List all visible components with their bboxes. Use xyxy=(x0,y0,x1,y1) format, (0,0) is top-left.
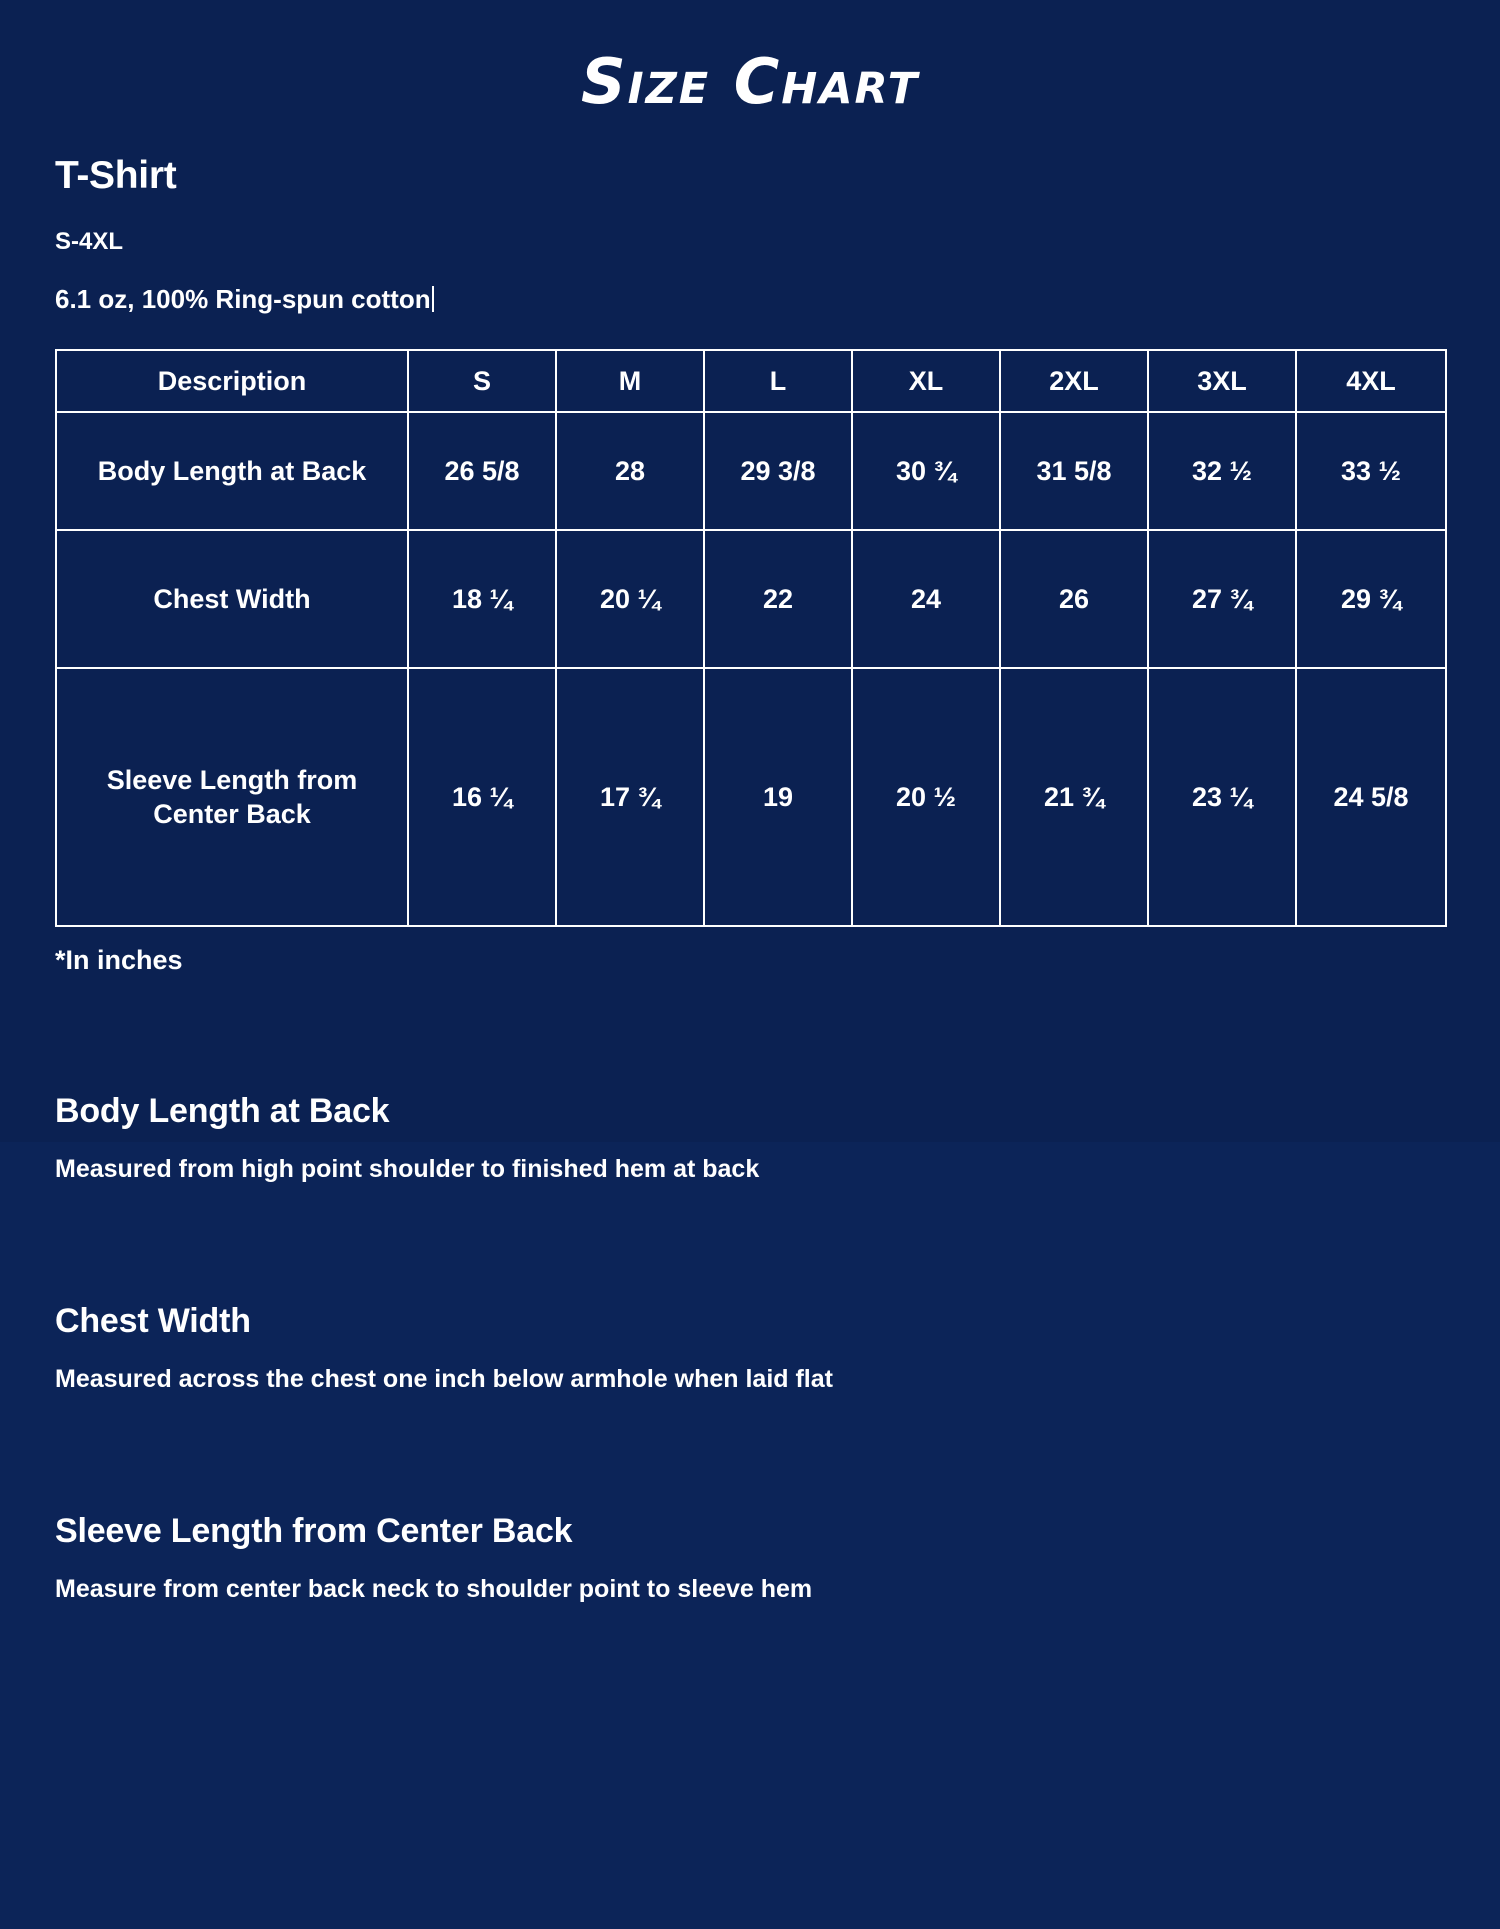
cell-sleeve-length-3xl: 23 ¼ xyxy=(1148,668,1296,926)
table-header-description: Description xyxy=(56,350,408,412)
cell-sleeve-length-s: 16 ¼ xyxy=(408,668,556,926)
cell-body-length-xl: 30 ¾ xyxy=(852,412,1000,530)
section-title-body-length: Body Length at Back xyxy=(55,1092,390,1131)
cell-sleeve-length-l: 19 xyxy=(704,668,852,926)
section-title-chest-width: Chest Width xyxy=(55,1302,251,1341)
section-description-chest-width: Measured across the chest one inch below armhole when laid flat xyxy=(55,1365,833,1394)
cell-sleeve-length-m: 17 ¾ xyxy=(556,668,704,926)
cell-chest-width-4xl: 29 ¾ xyxy=(1296,530,1446,668)
table-row xyxy=(56,412,1446,530)
cell-sleeve-length-2xl: 21 ¾ xyxy=(1000,668,1148,926)
cell-body-length-m: 28 xyxy=(556,412,704,530)
cell-chest-width-m: 20 ¼ xyxy=(556,530,704,668)
cell-chest-width-l: 22 xyxy=(704,530,852,668)
row-label-body-length: Body Length at Back xyxy=(56,412,408,530)
table-footnote: *In inches xyxy=(55,945,183,976)
page-title: Size Chart xyxy=(580,45,920,118)
cell-body-length-3xl: 32 ½ xyxy=(1148,412,1296,530)
cell-body-length-4xl: 33 ½ xyxy=(1296,412,1446,530)
table-header-l: L xyxy=(704,350,852,412)
section-chest-width xyxy=(55,1184,1445,1394)
cell-sleeve-length-xl: 20 ½ xyxy=(852,668,1000,926)
product-name: T-Shirt xyxy=(55,154,177,198)
product-size-range: S-4XL xyxy=(55,228,124,256)
product-fabric xyxy=(55,284,1445,315)
cell-chest-width-3xl: 27 ¾ xyxy=(1148,530,1296,668)
row-label-sleeve-length: Sleeve Length from Center Back xyxy=(56,668,408,926)
cell-body-length-2xl: 31 5/8 xyxy=(1000,412,1148,530)
cell-chest-width-xl: 24 xyxy=(852,530,1000,668)
section-title-sleeve-length: Sleeve Length from Center Back xyxy=(55,1512,573,1551)
text-caret xyxy=(432,286,434,312)
table-header-3xl: 3XL xyxy=(1148,350,1296,412)
product-fabric-text: 6.1 oz, 100% Ring-spun cotton xyxy=(55,284,431,315)
table-header-s: S xyxy=(408,350,556,412)
cell-body-length-s: 26 5/8 xyxy=(408,412,556,530)
section-description-sleeve-length: Measure from center back neck to shoulder point to sleeve hem xyxy=(55,1575,813,1604)
table-header-row xyxy=(56,350,1446,412)
section-sleeve-length xyxy=(55,1394,1445,1604)
cell-chest-width-s: 18 ¼ xyxy=(408,530,556,668)
row-label-chest-width: Chest Width xyxy=(56,530,408,668)
table-header-m: M xyxy=(556,350,704,412)
table-header-2xl: 2XL xyxy=(1000,350,1148,412)
cell-sleeve-length-4xl: 24 5/8 xyxy=(1296,668,1446,926)
section-body-length xyxy=(55,976,1445,1184)
cell-body-length-l: 29 3/8 xyxy=(704,412,852,530)
cell-chest-width-2xl: 26 xyxy=(1000,530,1148,668)
table-header-4xl: 4XL xyxy=(1296,350,1446,412)
size-measurements-table xyxy=(55,349,1447,927)
table-header-xl: XL xyxy=(852,350,1000,412)
section-description-body-length: Measured from high point shoulder to finished hem at back xyxy=(55,1155,760,1184)
table-row xyxy=(56,668,1446,926)
table-row xyxy=(56,530,1446,668)
